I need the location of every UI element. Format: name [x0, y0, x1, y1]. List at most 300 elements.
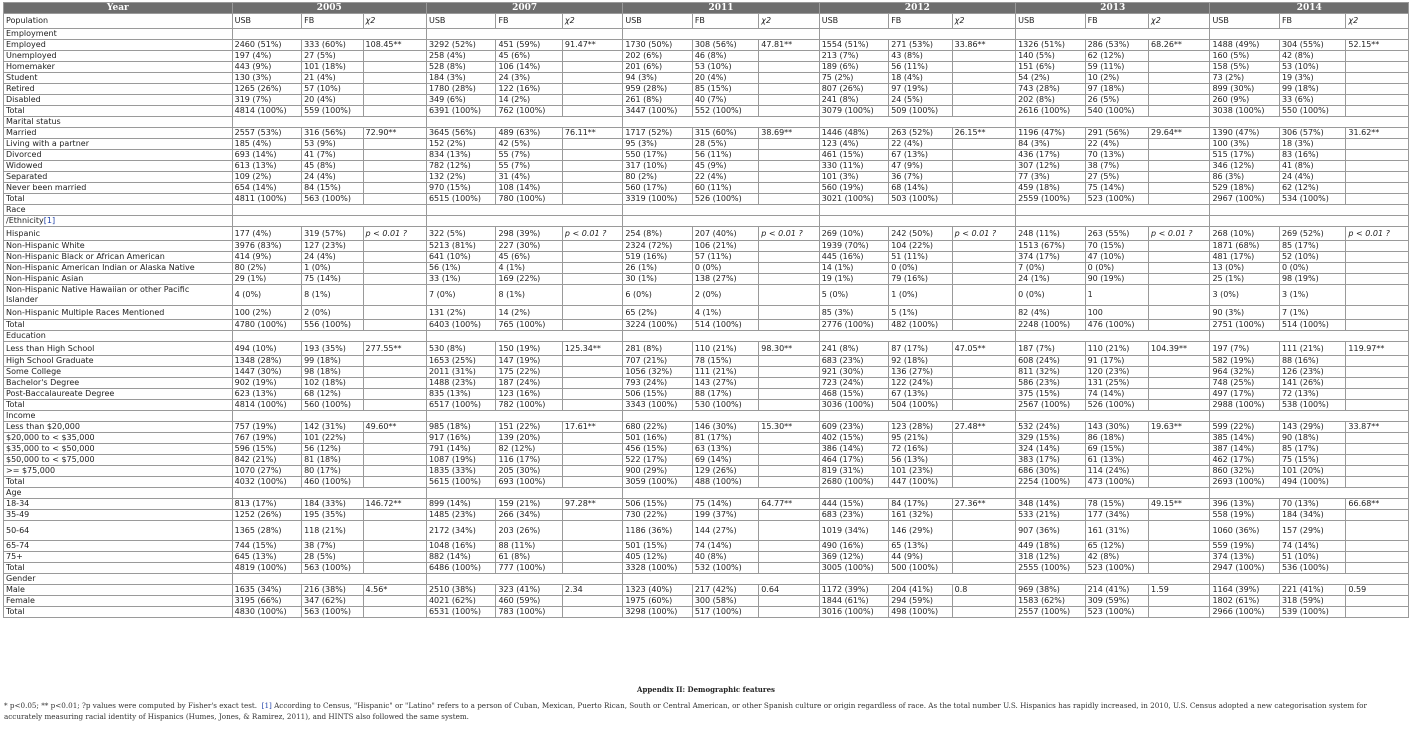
section-filler [819, 29, 1015, 40]
row-label: Non-Hispanic Black or African American [4, 252, 233, 263]
usb-cell: 4 (0%) [232, 285, 301, 306]
chi-square-cell: 4.56* [363, 585, 426, 596]
fb-cell: 500 (100%) [889, 563, 952, 574]
section-row [4, 411, 1409, 422]
section-filler [623, 488, 819, 499]
usb-cell: 683 (23%) [819, 510, 888, 521]
section-filler [1210, 205, 1409, 216]
row-label: $50,000 to < $75,000 [4, 455, 233, 466]
usb-cell: 490 (16%) [819, 541, 888, 552]
fb-cell: 447 (100%) [889, 477, 952, 488]
year-2005: 2005 [232, 3, 426, 14]
chi-square-cell [363, 73, 426, 84]
fb-cell: 460 (100%) [302, 477, 363, 488]
fb-cell: 126 (23%) [1279, 367, 1345, 378]
fb-cell: 489 (63%) [496, 128, 562, 139]
fb-cell: 184 (33%) [302, 499, 363, 510]
usb-cell: 811 (32%) [1016, 367, 1085, 378]
chi-square-cell [759, 477, 819, 488]
fb-cell: 1 [1085, 285, 1148, 306]
chi-square-cell [1346, 477, 1409, 488]
section-label [4, 331, 233, 342]
usb-cell: 1447 (30%) [232, 367, 301, 378]
fb-cell: 110 (21%) [692, 342, 758, 356]
fb-cell: 51 (11%) [889, 252, 952, 263]
usb-header-2005: USB [232, 14, 301, 29]
table-row [4, 378, 1409, 389]
usb-cell: 582 (19%) [1210, 356, 1279, 367]
fb-cell: 460 (59%) [496, 596, 562, 607]
section-label-text: Income [6, 411, 36, 420]
usb-cell: 3021 (100%) [819, 194, 888, 205]
row-label: 35-49 [4, 510, 233, 521]
table-row [4, 320, 1409, 331]
fb-cell: 526 (100%) [692, 194, 758, 205]
fb-cell: 184 (34%) [1279, 510, 1345, 521]
fb-cell: 18 (4%) [889, 73, 952, 84]
section-filler [426, 331, 622, 342]
chi-square-cell [562, 172, 622, 183]
chi-square-cell [952, 252, 1015, 263]
fb-cell: 84 (17%) [889, 499, 952, 510]
row-label: Bachelor's Degree [4, 378, 233, 389]
chi-square-cell [952, 62, 1015, 73]
chi-square-cell: 125.34** [562, 342, 622, 356]
usb-cell: 860 (32%) [1210, 466, 1279, 477]
usb-cell: 515 (17%) [1210, 150, 1279, 161]
row-label: Male [4, 585, 233, 596]
usb-cell: 260 (9%) [1210, 95, 1279, 106]
section-filler [426, 205, 622, 216]
section-filler [1016, 117, 1210, 128]
table-row [4, 342, 1409, 356]
chi-square-cell: 29.64** [1149, 128, 1210, 139]
fb-cell: 21 (4%) [302, 73, 363, 84]
chi-square-cell [759, 356, 819, 367]
fb-cell: 82 (12%) [496, 444, 562, 455]
chi-square-cell [562, 194, 622, 205]
section-filler [426, 216, 622, 227]
fb-cell: 68 (12%) [302, 389, 363, 400]
fb-cell: 5 (1%) [889, 306, 952, 320]
chi-square-cell: 19.63** [1149, 422, 1210, 433]
fb-cell: 308 (56%) [692, 40, 758, 51]
usb-cell: 82 (4%) [1016, 306, 1085, 320]
usb-cell: 248 (11%) [1016, 227, 1085, 241]
usb-cell: 834 (13%) [426, 150, 495, 161]
fb-cell: 560 (100%) [302, 400, 363, 411]
chi-square-header-2005: χ2 [363, 14, 426, 29]
row-label: 65-74 [4, 541, 233, 552]
fb-cell: 306 (57%) [1279, 128, 1345, 139]
usb-cell: 19 (1%) [819, 274, 888, 285]
usb-cell: 25 (1%) [1210, 274, 1279, 285]
usb-cell: 782 (12%) [426, 161, 495, 172]
chi-square-cell [1149, 263, 1210, 274]
row-label: Separated [4, 172, 233, 183]
chi-square-cell [952, 444, 1015, 455]
fb-cell: 98 (19%) [1279, 274, 1345, 285]
fb-cell: 24 (4%) [1279, 172, 1345, 183]
fb-cell: 141 (26%) [1279, 378, 1345, 389]
fb-cell: 62 (12%) [1085, 51, 1148, 62]
chi-square-cell [952, 285, 1015, 306]
chi-square-cell: 108.45** [363, 40, 426, 51]
fb-cell: 157 (29%) [1279, 521, 1345, 541]
section-label [4, 29, 233, 40]
row-label: Retired [4, 84, 233, 95]
chi-square-cell [952, 455, 1015, 466]
usb-cell: 445 (16%) [819, 252, 888, 263]
section-filler [426, 488, 622, 499]
chi-square-cell [759, 241, 819, 252]
usb-cell: 85 (3%) [819, 306, 888, 320]
usb-cell: 65 (2%) [623, 306, 692, 320]
year-2007: 2007 [426, 3, 622, 14]
usb-cell: 2967 (100%) [1210, 194, 1279, 205]
chi-square-cell [1346, 466, 1409, 477]
footnote-ref-link[interactable]: [1] [43, 216, 56, 225]
usb-cell: 2988 (100%) [1210, 400, 1279, 411]
usb-cell: 6403 (100%) [426, 320, 495, 331]
chi-square-cell [363, 356, 426, 367]
fb-cell: 56 (11%) [692, 150, 758, 161]
chi-square-cell: 146.72** [363, 499, 426, 510]
usb-cell: 1871 (68%) [1210, 241, 1279, 252]
usb-cell: 2680 (100%) [819, 477, 888, 488]
usb-cell: 94 (3%) [623, 73, 692, 84]
usb-cell: 6515 (100%) [426, 194, 495, 205]
usb-cell: 443 (9%) [232, 62, 301, 73]
usb-cell: 613 (13%) [232, 161, 301, 172]
usb-cell: 348 (14%) [1016, 499, 1085, 510]
fb-cell: 14 (2%) [496, 306, 562, 320]
table-row [4, 252, 1409, 263]
fb-cell: 242 (50%) [889, 227, 952, 241]
section-filler [623, 205, 819, 216]
fb-cell: 161 (31%) [1085, 521, 1148, 541]
row-label: Student [4, 73, 233, 84]
fb-cell: 97 (19%) [889, 84, 952, 95]
chi-square-cell [1149, 194, 1210, 205]
chi-square-cell [562, 84, 622, 95]
usb-cell: 3079 (100%) [819, 106, 888, 117]
usb-cell: 623 (13%) [232, 389, 301, 400]
usb-header-2012: USB [819, 14, 888, 29]
chi-square-cell [952, 356, 1015, 367]
chi-square-cell [363, 389, 426, 400]
fb-cell: 347 (62%) [302, 596, 363, 607]
fb-cell: 56 (11%) [889, 62, 952, 73]
fb-cell: 20 (4%) [302, 95, 363, 106]
chi-square-cell [562, 367, 622, 378]
chi-square-cell [759, 563, 819, 574]
demographics-table [3, 2, 1409, 618]
fb-cell: 143 (27%) [692, 378, 758, 389]
usb-cell: 900 (29%) [623, 466, 692, 477]
fb-cell: 482 (100%) [889, 320, 952, 331]
usb-cell: 5 (0%) [819, 285, 888, 306]
chi-square-cell [952, 106, 1015, 117]
section-filler [232, 205, 426, 216]
section-label-text: Employment [6, 29, 57, 38]
chi-square-cell [952, 378, 1015, 389]
usb-cell: 100 (2%) [232, 306, 301, 320]
chi-square-cell: p < 0.01 ? [562, 227, 622, 241]
chi-square-cell [759, 455, 819, 466]
usb-cell: 985 (18%) [426, 422, 495, 433]
usb-cell: 349 (6%) [426, 95, 495, 106]
chi-square-cell: 52.15** [1346, 40, 1409, 51]
fb-cell: 75 (14%) [692, 499, 758, 510]
table-row [4, 150, 1409, 161]
fb-cell: 517 (100%) [692, 607, 758, 618]
fb-cell: 45 (9%) [692, 161, 758, 172]
chi-square-header-2012: χ2 [952, 14, 1015, 29]
footnote-text: According to Census, "Hispanic" or "Latino" refers to a person of Cuban, Mexican, Puerto Rican, South or Central American, or other Spanish culture or origin regardless of race. As the total number U.S. Hispanics has rapidly increased, in 2010, U.S. Census adopted a new categorisation system for accurately measuring racial identity of Hispanics (Humes, Jones, & Ramirez, 2011), and HINTS also followed the same system. [4, 701, 1367, 721]
usb-cell: 241 (8%) [819, 95, 888, 106]
fb-cell: 14 (2%) [496, 95, 562, 106]
chi-square-cell [1346, 306, 1409, 320]
fb-cell: 780 (100%) [496, 194, 562, 205]
usb-cell: 730 (22%) [623, 510, 692, 521]
usb-header-2011: USB [623, 14, 692, 29]
fb-cell: 509 (100%) [889, 106, 952, 117]
fb-cell: 41 (7%) [302, 150, 363, 161]
fb-cell: 203 (26%) [496, 521, 562, 541]
chi-square-cell [363, 306, 426, 320]
footnote-link[interactable]: [1] [261, 701, 272, 710]
usb-cell: 0 (0%) [1016, 285, 1085, 306]
usb-cell: 1070 (27%) [232, 466, 301, 477]
fb-cell: 85 (17%) [1279, 444, 1345, 455]
fb-cell: 91 (17%) [1085, 356, 1148, 367]
fb-cell: 60 (11%) [692, 183, 758, 194]
usb-cell: 3645 (56%) [426, 128, 495, 139]
section-filler [1210, 488, 1409, 499]
usb-cell: 506 (15%) [623, 499, 692, 510]
table-row [4, 194, 1409, 205]
row-label: $20,000 to < $35,000 [4, 433, 233, 444]
usb-cell: 449 (18%) [1016, 541, 1085, 552]
section-row [4, 574, 1409, 585]
usb-cell: 532 (24%) [1016, 422, 1085, 433]
fb-cell: 57 (10%) [302, 84, 363, 95]
chi-square-cell [1149, 139, 1210, 150]
usb-header-2014: USB [1210, 14, 1279, 29]
year-2012: 2012 [819, 3, 1015, 14]
usb-cell: 7 (0%) [426, 285, 495, 306]
table-row [4, 95, 1409, 106]
usb-cell: 519 (16%) [623, 252, 692, 263]
chi-square-cell [363, 285, 426, 306]
chi-square-cell [562, 252, 622, 263]
fb-cell: 271 (53%) [889, 40, 952, 51]
usb-cell: 1252 (26%) [232, 510, 301, 521]
chi-square-cell [1149, 150, 1210, 161]
chi-square-cell [363, 95, 426, 106]
fb-cell: 7 (1%) [1279, 306, 1345, 320]
chi-square-cell [759, 274, 819, 285]
usb-cell: 748 (25%) [1210, 378, 1279, 389]
fb-cell: 28 (5%) [302, 552, 363, 563]
usb-cell: 1488 (23%) [426, 378, 495, 389]
fb-cell: 79 (16%) [889, 274, 952, 285]
usb-cell: 686 (30%) [1016, 466, 1085, 477]
table-row [4, 73, 1409, 84]
section-filler [1016, 216, 1210, 227]
chi-square-cell [1149, 466, 1210, 477]
chi-square-cell: 47.81** [759, 40, 819, 51]
usb-cell: 29 (1%) [232, 274, 301, 285]
fb-header-2012: FB [889, 14, 952, 29]
fb-cell: 27 (5%) [1085, 172, 1148, 183]
fb-cell: 51 (10%) [1279, 552, 1345, 563]
usb-cell: 2567 (100%) [1016, 400, 1085, 411]
usb-cell: 793 (24%) [623, 378, 692, 389]
chi-square-cell [562, 389, 622, 400]
chi-square-cell [759, 263, 819, 274]
footnote-p-note: ?p values were computed by Fisher's exact test. [82, 701, 258, 710]
chi-square-cell [363, 563, 426, 574]
usb-cell: 152 (2%) [426, 139, 495, 150]
fb-cell: 75 (15%) [1279, 455, 1345, 466]
fb-cell: 488 (100%) [692, 477, 758, 488]
usb-cell: 95 (3%) [623, 139, 692, 150]
table-row [4, 356, 1409, 367]
chi-square-cell [759, 252, 819, 263]
chi-square-header-2007: χ2 [562, 14, 622, 29]
usb-cell: 1348 (28%) [232, 356, 301, 367]
usb-cell: 123 (4%) [819, 139, 888, 150]
usb-cell: 1060 (36%) [1210, 521, 1279, 541]
usb-cell: 921 (30%) [819, 367, 888, 378]
fb-cell: 20 (4%) [692, 73, 758, 84]
table-row [4, 106, 1409, 117]
usb-cell: 3 (0%) [1210, 285, 1279, 306]
usb-cell: 130 (3%) [232, 73, 301, 84]
usb-cell: 462 (17%) [1210, 455, 1279, 466]
chi-square-cell [562, 73, 622, 84]
fb-cell: 523 (100%) [1085, 607, 1148, 618]
usb-cell: 608 (24%) [1016, 356, 1085, 367]
row-label: Never been married [4, 183, 233, 194]
usb-cell: 1802 (61%) [1210, 596, 1279, 607]
table-row [4, 306, 1409, 320]
fb-cell: 36 (7%) [889, 172, 952, 183]
section-row [4, 488, 1409, 499]
fb-cell: 266 (34%) [496, 510, 562, 521]
chi-square-cell [1346, 252, 1409, 263]
fb-cell: 782 (100%) [496, 400, 562, 411]
section-filler [426, 411, 622, 422]
usb-cell: 405 (12%) [623, 552, 692, 563]
usb-cell: 522 (17%) [623, 455, 692, 466]
fb-cell: 146 (29%) [889, 521, 952, 541]
fb-cell: 217 (42%) [692, 585, 758, 596]
chi-square-cell [363, 51, 426, 62]
row-label: Disabled [4, 95, 233, 106]
chi-square-cell [1346, 139, 1409, 150]
row-label: Widowed [4, 161, 233, 172]
usb-cell: 101 (3%) [819, 172, 888, 183]
usb-cell: 319 (7%) [232, 95, 301, 106]
usb-cell: 396 (13%) [1210, 499, 1279, 510]
chi-square-cell: 64.77** [759, 499, 819, 510]
chi-square-cell [1149, 172, 1210, 183]
fb-cell: 530 (100%) [692, 400, 758, 411]
usb-cell: 813 (17%) [232, 499, 301, 510]
table-row [4, 521, 1409, 541]
chi-square-cell [363, 466, 426, 477]
section-label [4, 411, 233, 422]
chi-square-cell [1149, 252, 1210, 263]
fb-cell: 72 (13%) [1279, 389, 1345, 400]
fb-cell: 169 (22%) [496, 274, 562, 285]
section-filler [623, 411, 819, 422]
section-filler [819, 574, 1015, 585]
fb-cell: 1 (0%) [889, 285, 952, 306]
row-label: Non-Hispanic Asian [4, 274, 233, 285]
chi-square-cell [1346, 150, 1409, 161]
chi-square-cell: 0.64 [759, 585, 819, 596]
fb-cell: 42 (8%) [1085, 552, 1148, 563]
section-filler [426, 574, 622, 585]
chi-square-cell [363, 172, 426, 183]
chi-square-cell [363, 433, 426, 444]
chi-square-cell: 76.11** [562, 128, 622, 139]
fb-cell: 110 (21%) [1085, 342, 1148, 356]
row-label-line2: Islander [6, 295, 39, 304]
chi-square-cell [363, 252, 426, 263]
chi-square-cell [952, 172, 1015, 183]
section-filler [623, 331, 819, 342]
chi-square-cell [759, 320, 819, 331]
fb-cell: 204 (41%) [889, 585, 952, 596]
chi-square-cell [1149, 73, 1210, 84]
chi-square-cell [1149, 306, 1210, 320]
fb-cell: 42 (5%) [496, 139, 562, 150]
fb-cell: 42 (8%) [1279, 51, 1345, 62]
fb-cell: 78 (15%) [692, 356, 758, 367]
usb-cell: 131 (2%) [426, 306, 495, 320]
usb-cell: 307 (12%) [1016, 161, 1085, 172]
chi-square-cell [1149, 563, 1210, 574]
table-row [4, 40, 1409, 51]
usb-cell: 791 (14%) [426, 444, 495, 455]
usb-cell: 497 (17%) [1210, 389, 1279, 400]
chi-square-cell [952, 563, 1015, 574]
usb-cell: 4830 (100%) [232, 607, 301, 618]
fb-cell: 127 (23%) [302, 241, 363, 252]
fb-cell: 147 (19%) [496, 356, 562, 367]
usb-cell: 346 (12%) [1210, 161, 1279, 172]
usb-cell: 54 (2%) [1016, 73, 1085, 84]
fb-cell: 161 (32%) [889, 510, 952, 521]
usb-cell: 2751 (100%) [1210, 320, 1279, 331]
chi-square-cell [562, 400, 622, 411]
row-label: Post-Baccalaureate Degree [4, 389, 233, 400]
chi-square-header-2011: χ2 [759, 14, 819, 29]
fb-cell: 69 (15%) [1085, 444, 1148, 455]
chi-square-cell [759, 172, 819, 183]
usb-cell: 317 (10%) [623, 161, 692, 172]
chi-square-cell [1346, 455, 1409, 466]
chi-square-cell: 33.87** [1346, 422, 1409, 433]
fb-cell: 84 (15%) [302, 183, 363, 194]
section-label-text: Marital status [6, 117, 61, 126]
usb-cell: 1513 (67%) [1016, 241, 1085, 252]
